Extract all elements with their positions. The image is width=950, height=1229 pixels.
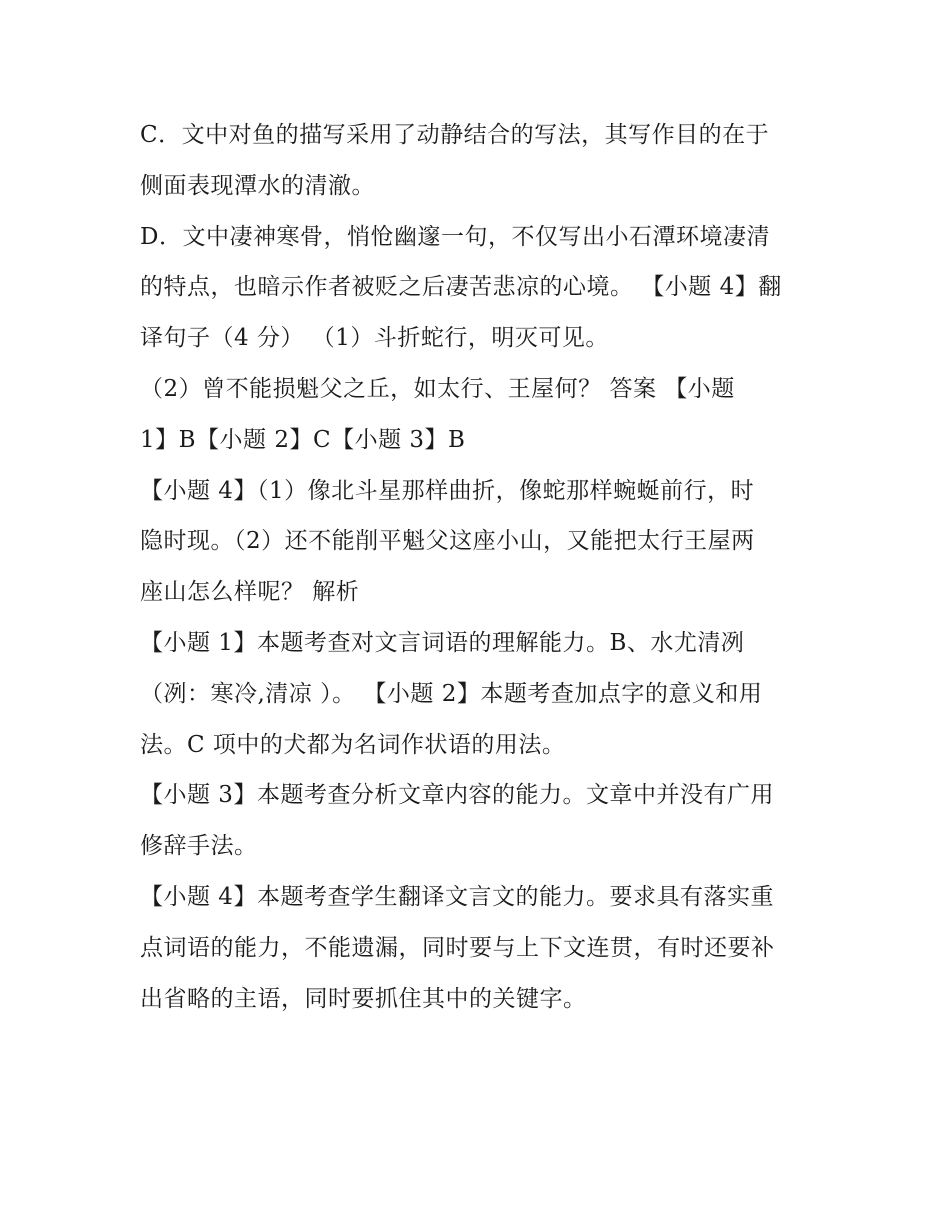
text-line: （冽：寒冷,清凉 ）。 【小题 2】本题考查加点字的意义和用 <box>140 680 763 707</box>
text-line: 译句子（4 分） （1）斗折蛇行，明灭可见。 <box>140 325 609 352</box>
text-line: 【小题 4】（1）像北斗星那样曲折，像蛇那样蜿蜒前行，时 <box>140 477 755 504</box>
text-line: 1】B【小题 2】C【小题 3】B <box>140 426 466 453</box>
text-line: 【小题 3】本题考查分析文章内容的能力。文章中并没有广用 <box>140 782 774 809</box>
text-line: 出省略的主语，同时要抓住其中的关键字。 <box>140 985 587 1012</box>
text-line: 修辞手法。 <box>140 833 258 860</box>
text-line: 座山怎么样呢？ 解析 <box>140 579 360 606</box>
text-line: 【小题 4】本题考查学生翻译文言文的能力。要求具有落实重 <box>140 883 774 910</box>
text-line: 侧面表现潭水的清澈。 <box>140 172 375 199</box>
text-line: D．文中凄神寒骨，悄怆幽邃一句，不仅写出小石潭环境凄清 <box>140 223 770 250</box>
text-line: 【小题 1】本题考查对文言词语的理解能力。B、水尤清冽 <box>140 629 745 656</box>
text-line: 法。C 项中的犬都为名词作状语的用法。 <box>140 731 566 758</box>
text-line: C．文中对鱼的描写采用了动静结合的写法，其写作目的在于 <box>140 122 770 148</box>
text-line: （2）曾不能损魁父之丘，如太行、王屋何？ 答案 【小题 <box>140 375 735 402</box>
text-line: 的特点，也暗示作者被贬之后凄苦悲凉的心境。 【小题 4】翻 <box>140 274 782 301</box>
text-line: 点词语的能力，不能遗漏，同时要与上下文连贯，有时还要补 <box>140 934 775 961</box>
document-body <box>140 110 830 1024</box>
text-line: 隐时现。（2）还不能削平魁父这座小山，又能把太行王屋两 <box>140 528 755 555</box>
